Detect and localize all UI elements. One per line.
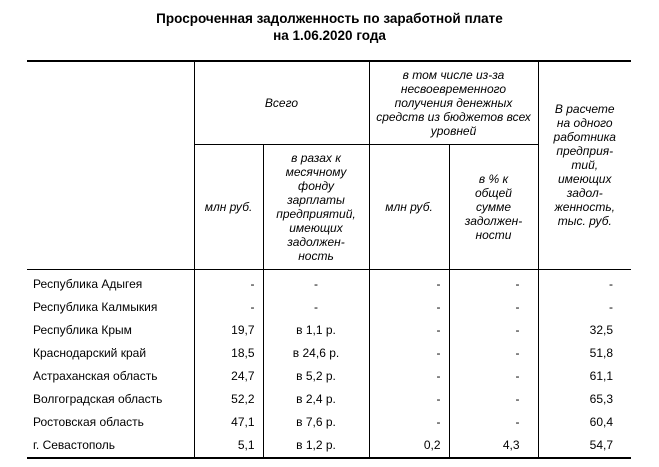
table-row [27,411,631,434]
budget-mln-cell: - [369,365,449,388]
mln-cell: 19,7 [194,319,263,342]
per-worker-cell: - [538,269,631,296]
times-cell: - [263,296,369,319]
header-mln-rub-budget: млн руб. [369,144,449,269]
header-total: Всего [194,61,369,144]
per-worker-cell: 51,8 [538,342,631,365]
region-cell: Волгоградская область [27,388,194,411]
per-worker-cell: 61,1 [538,365,631,388]
region-cell: Республика Крым [27,319,194,342]
table-row [27,434,631,458]
header-budget-text: в том числе из-за несвоевременного получения денежных средств из бюджетов всех уровней [376,67,531,138]
budget-mln-cell: - [369,269,449,296]
region-cell: Республика Адыгея [27,269,194,296]
header-budget [369,61,538,144]
header-percent-text: в % к общей сумме задолжен-ности [464,171,523,242]
mln-cell: - [194,296,263,319]
pct-cell: - [449,342,538,365]
table-row [27,388,631,411]
per-worker-cell: - [538,296,631,319]
arrears-table [27,60,631,459]
header-per-worker [538,61,631,269]
per-worker-cell: 65,3 [538,388,631,411]
times-cell: - [263,269,369,296]
pct-cell: - [449,388,538,411]
per-worker-cell: 32,5 [538,319,631,342]
document-title [0,10,659,44]
budget-mln-cell: - [369,296,449,319]
times-cell: в 5,2 р. [263,365,369,388]
title-line-1: Просроченная задолженность по заработной плате [156,11,503,26]
header-mln-rub: млн руб. [194,144,263,269]
pct-cell: - [449,296,538,319]
per-worker-cell: 54,7 [538,434,631,458]
budget-mln-cell: 0,2 [369,434,449,458]
pct-cell: - [449,411,538,434]
header-per-worker-text: В расчете на одного работника предприя-тий, имеющих задол-женность, тыс. руб. [553,102,616,229]
mln-cell: 47,1 [194,411,263,434]
budget-mln-cell: - [369,319,449,342]
region-cell: Краснодарский край [27,342,194,365]
table-row [27,342,631,365]
region-cell: Астраханская область [27,365,194,388]
mln-cell: - [194,269,263,296]
mln-cell: 24,7 [194,365,263,388]
times-cell: в 7,6 р. [263,411,369,434]
times-cell: в 1,1 р. [263,319,369,342]
budget-mln-cell: - [369,342,449,365]
mln-cell: 5,1 [194,434,263,458]
table-header [27,61,631,269]
pct-cell: - [449,365,538,388]
region-cell: Ростовская область [27,411,194,434]
region-cell: г. Севастополь [27,434,194,458]
budget-mln-cell: - [369,411,449,434]
header-times-fund-text: в разах к месячному фонду зарплаты предприятий, имеющих задолжен-ность [276,150,356,263]
times-cell: в 24,6 р. [263,342,369,365]
title-line-2: на 1.06.2020 года [273,28,386,43]
header-percent [449,144,538,269]
budget-mln-cell: - [369,388,449,411]
table-row [27,269,631,296]
header-times-fund [263,144,369,269]
table-row [27,296,631,319]
region-cell: Республика Калмыкия [27,296,194,319]
per-worker-cell: 60,4 [538,411,631,434]
table-body [27,269,631,458]
pct-cell: 4,3 [449,434,538,458]
times-cell: в 1,2 р. [263,434,369,458]
table-row [27,365,631,388]
table-row [27,319,631,342]
pct-cell: - [449,319,538,342]
mln-cell: 52,2 [194,388,263,411]
times-cell: в 2,4 р. [263,388,369,411]
mln-cell: 18,5 [194,342,263,365]
pct-cell: - [449,269,538,296]
header-region-cell [27,61,194,269]
